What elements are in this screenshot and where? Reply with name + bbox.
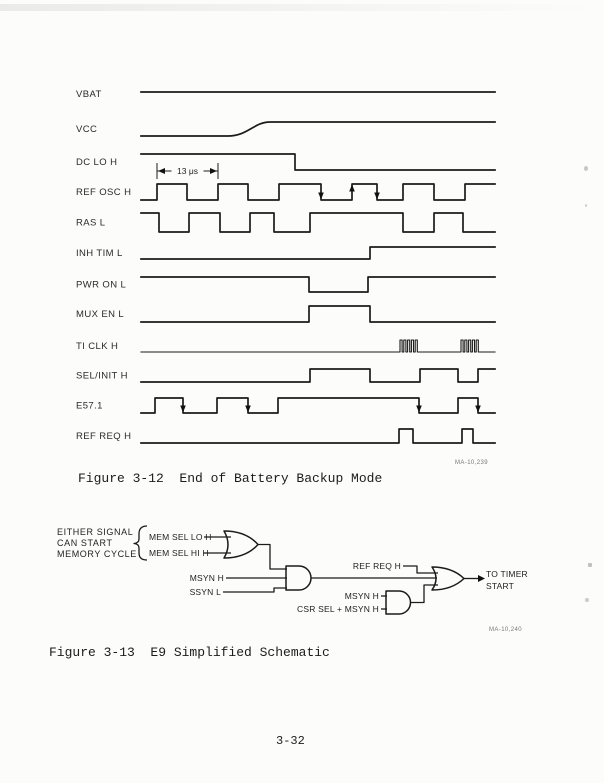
input-label-mem-sel-lo: MEM SEL LO H (149, 532, 212, 542)
page-number: 3-32 (276, 734, 305, 748)
waveform-sel-init-h (141, 369, 495, 382)
waveform-mux-en-l (141, 306, 495, 322)
timing-diagram (76, 89, 495, 443)
signal-label-mux-en-l: MUX EN L (76, 309, 125, 321)
input-label-ssyn: SSYN L (189, 587, 221, 597)
signal-label-ref-osc-h: REF OSC H (76, 187, 132, 199)
note-line-2: CAN START (57, 538, 113, 548)
scan-speckle (585, 598, 589, 602)
signal-label-inh-tim-l: INH TIM L (76, 248, 123, 260)
edge-arrow-down (374, 193, 380, 200)
signal-label-ras-l: RAS L (76, 217, 106, 229)
output-label-line2: START (486, 581, 515, 591)
logic-schematic (57, 526, 528, 633)
edge-arrow-down (180, 406, 186, 413)
note-line-1: EITHER SIGNAL (57, 527, 134, 537)
and-gate-2 (386, 591, 411, 614)
wire-or1-to-and1 (257, 545, 287, 570)
note-line-3: MEMORY CYCLE (57, 549, 137, 559)
figure-3-12-caption: Figure 3-12 End of Battery Backup Mode (78, 471, 383, 486)
dimension-arrow-left (158, 168, 165, 174)
signal-label-e57-1: E57.1 (76, 400, 103, 412)
signal-label-ref-req-h: REF REQ H (76, 431, 132, 443)
waveform-ti-clk-h (141, 340, 495, 352)
waveform-ras-l (141, 213, 495, 232)
signal-label-dc-lo-h: DC LO H (76, 157, 118, 169)
scan-speckle (584, 166, 588, 171)
waveform-vcc (141, 122, 495, 136)
input-label-msyn-1: MSYN H (189, 573, 224, 583)
waveform-inh-tim-l (141, 247, 495, 259)
figure-3-13-caption: Figure 3-13 E9 Simplified Schematic (49, 645, 330, 660)
edge-arrow-down (475, 406, 481, 413)
input-label-ref-req: REF REQ H (352, 561, 401, 571)
wire-ssyn (223, 588, 287, 592)
signal-label-pwr-on-l: PWR ON L (76, 279, 127, 291)
dimension-label: 13 μs (177, 166, 198, 176)
drawing-number-fig1: MA-10,239 (455, 460, 488, 466)
input-label-msyn-2: MSYN H (344, 591, 379, 601)
dimension-arrow-right (210, 168, 217, 174)
or-gate-1 (224, 531, 258, 558)
signal-label-ti-clk-h: TI CLK H (76, 341, 119, 353)
waveform-e57-1 (141, 398, 495, 413)
and-gate-1 (286, 566, 311, 590)
input-label-mem-sel-hi: MEM SEL HI H (149, 548, 209, 558)
output-label-line1: TO TIMER (486, 569, 528, 579)
signal-label-vcc: VCC (76, 124, 98, 136)
waveform-pwr-on-l (141, 277, 495, 292)
edge-arrow-down (318, 193, 324, 200)
drawing-number-fig2: MA-10,240 (489, 627, 522, 633)
scan-speckle (585, 204, 587, 207)
edge-arrow-up (349, 185, 355, 192)
output-arrow (478, 575, 485, 582)
edge-arrow-down (416, 406, 422, 413)
input-label-csr-sel: CSR SEL + MSYN H (296, 604, 379, 614)
waveform-ref-req-h (141, 429, 495, 443)
edge-arrow-down (245, 406, 251, 413)
waveform-ref-osc-h (141, 184, 495, 200)
scan-speckle (588, 563, 592, 567)
signal-label-vbat: VBAT (76, 89, 102, 101)
signal-label-sel-init-h: SEL/INIT H (76, 370, 128, 382)
